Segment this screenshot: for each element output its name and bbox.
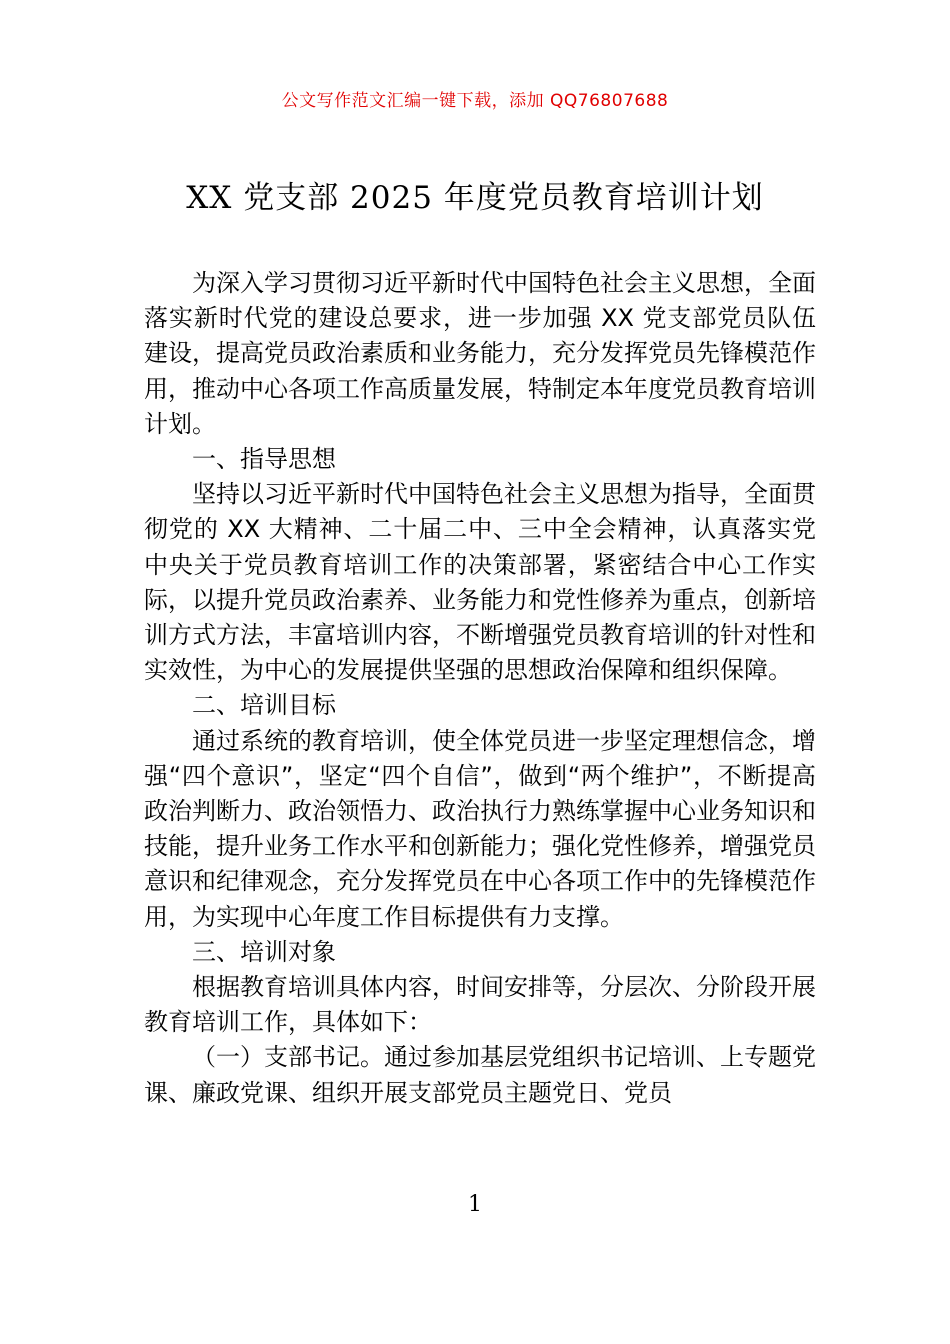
training-goals-paragraph: 通过系统的教育培训，使全体党员进一步坚定理想信念，增强“四个意识”，坚定“四个自信”，做到“两个维护”，不断提高政治判断力、政治领悟力、政治执行力熟练掌握中心业务知识和技能，提升业务工作水平和创新能力；强化党性修养，增强党员意识和纪律观念，充分发挥党员在中心各项工作中的先锋模范作用，为实现中心年度工作目标提供有力支撑。 [144, 726, 816, 931]
section-heading-training-goals: 二、培训目标 [192, 691, 336, 720]
section-heading-guiding-ideology: 一、指导思想 [192, 445, 336, 474]
training-targets-paragraph: 根据教育培训具体内容，时间安排等，分层次、分阶段开展教育培训工作，具体如下： [144, 973, 816, 1037]
page-number: 1 [468, 1192, 482, 1217]
intro-paragraph: 为深入学习贯彻习近平新时代中国特色社会主义思想，全面落实新时代党的建设总要求，进一步加强 XX 党支部党员队伍建设，提高党员政治素质和业务能力，充分发挥党员先锋模范作用，推动中心各项工作高质量发展，特制定本年度党员教育培训计划。 [144, 269, 816, 438]
header-note: 公文写作范文汇编一键下载，添加 QQ76807688 [281, 91, 669, 111]
section-heading-training-targets: 三、培训对象 [192, 937, 336, 966]
branch-secretary-paragraph: （一）支部书记。通过参加基层党组织书记培训、上专题党课、廉政党课、组织开展支部党员主题党日、党员 [144, 1043, 816, 1107]
guiding-ideology-paragraph: 坚持以习近平新时代中国特色社会主义思想为指导，全面贯彻党的 XX 大精神、二十届二中、三中全会精神，认真落实党中央关于党员教育培训工作的决策部署，紧密结合中心工作实际，以提升党员政治素养、业务能力和党性修养为重点，创新培训方式方法，丰富培训内容，不断增强党员教育培训的针对性和实效性，为中心的发展提供坚强的思想政治保障和组织保障。 [144, 480, 816, 685]
document-body [144, 266, 816, 1111]
document-title: XX 党支部 2025 年度党员教育培训计划 [186, 180, 764, 216]
